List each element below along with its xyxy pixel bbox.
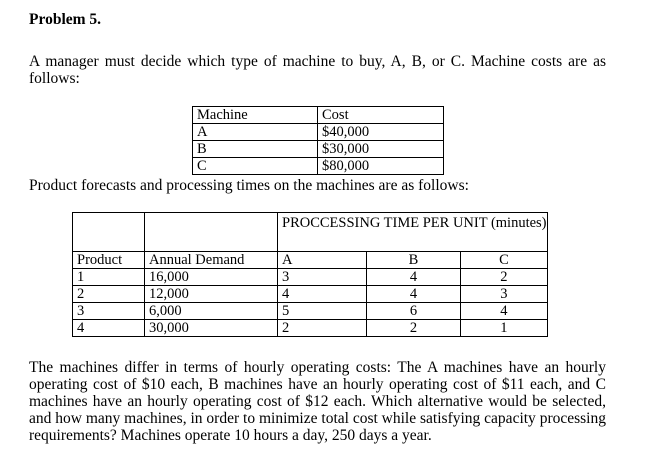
time-a-cell: 2 (278, 320, 367, 337)
problem-closing-paragraph: The machines differ in terms of hourly operating costs: The A machines have an hourly operating cost of $10 each, B machines have an hourly operating cost of $11 each, and C machines have an hourly operating cost of $12 each. Which alternative would be selected, and how many machines, in order to minimize total cost while satisfying capacity processing requirements? Machines operate 10 hours a day, 250 days a year. (29, 359, 606, 444)
table-header-row (193, 107, 444, 124)
machine-cell: C (193, 158, 318, 175)
column-header: Cost (318, 107, 444, 124)
time-c-cell: 3 (461, 286, 547, 303)
time-b-cell: 4 (366, 286, 461, 303)
product-cell: 2 (73, 286, 145, 303)
problem-intro: A manager must decide which type of machine to buy, A, B, or C. Machine costs are as follows: (29, 53, 606, 87)
demand-cell: 12,000 (145, 286, 278, 303)
machine-cell: B (193, 141, 318, 158)
table-row (193, 158, 444, 175)
demand-cell: 30,000 (145, 320, 278, 337)
cost-cell: $30,000 (318, 141, 444, 158)
cost-cell: $40,000 (318, 124, 444, 141)
column-header: Product (73, 252, 145, 269)
product-cell: 1 (73, 269, 145, 286)
time-a-cell: 5 (278, 303, 367, 320)
column-header: Annual Demand (145, 252, 278, 269)
time-b-cell: 4 (366, 269, 461, 286)
table-row (73, 320, 548, 337)
time-b-cell: 6 (366, 303, 461, 320)
machine-cost-table (192, 106, 444, 175)
forecast-intro: Product forecasts and processing times on the machines are as follows: (29, 177, 469, 194)
empty-header-cell (73, 213, 145, 252)
product-cell: 3 (73, 303, 145, 320)
demand-cell: 6,000 (145, 303, 278, 320)
processing-time-table (72, 212, 548, 337)
demand-cell: 16,000 (145, 269, 278, 286)
problem-title: Problem 5. (29, 11, 102, 28)
processing-time-header: PROCCESSING TIME PER UNIT (minutes) (278, 213, 548, 252)
table-row (193, 141, 444, 158)
column-header: C (461, 252, 547, 269)
column-header: Machine (193, 107, 318, 124)
group-header-row (73, 213, 548, 252)
time-c-cell: 1 (461, 320, 547, 337)
time-a-cell: 4 (278, 286, 367, 303)
column-header: A (278, 252, 367, 269)
empty-header-cell (145, 213, 278, 252)
cost-cell: $80,000 (318, 158, 444, 175)
table-row (73, 269, 548, 286)
time-c-cell: 2 (461, 269, 547, 286)
table-row (193, 124, 444, 141)
time-a-cell: 3 (278, 269, 367, 286)
machine-cell: A (193, 124, 318, 141)
table-row (73, 303, 548, 320)
product-cell: 4 (73, 320, 145, 337)
table-row (73, 286, 548, 303)
time-c-cell: 4 (461, 303, 547, 320)
column-header: B (366, 252, 461, 269)
table-header-row (73, 252, 548, 269)
time-b-cell: 2 (366, 320, 461, 337)
